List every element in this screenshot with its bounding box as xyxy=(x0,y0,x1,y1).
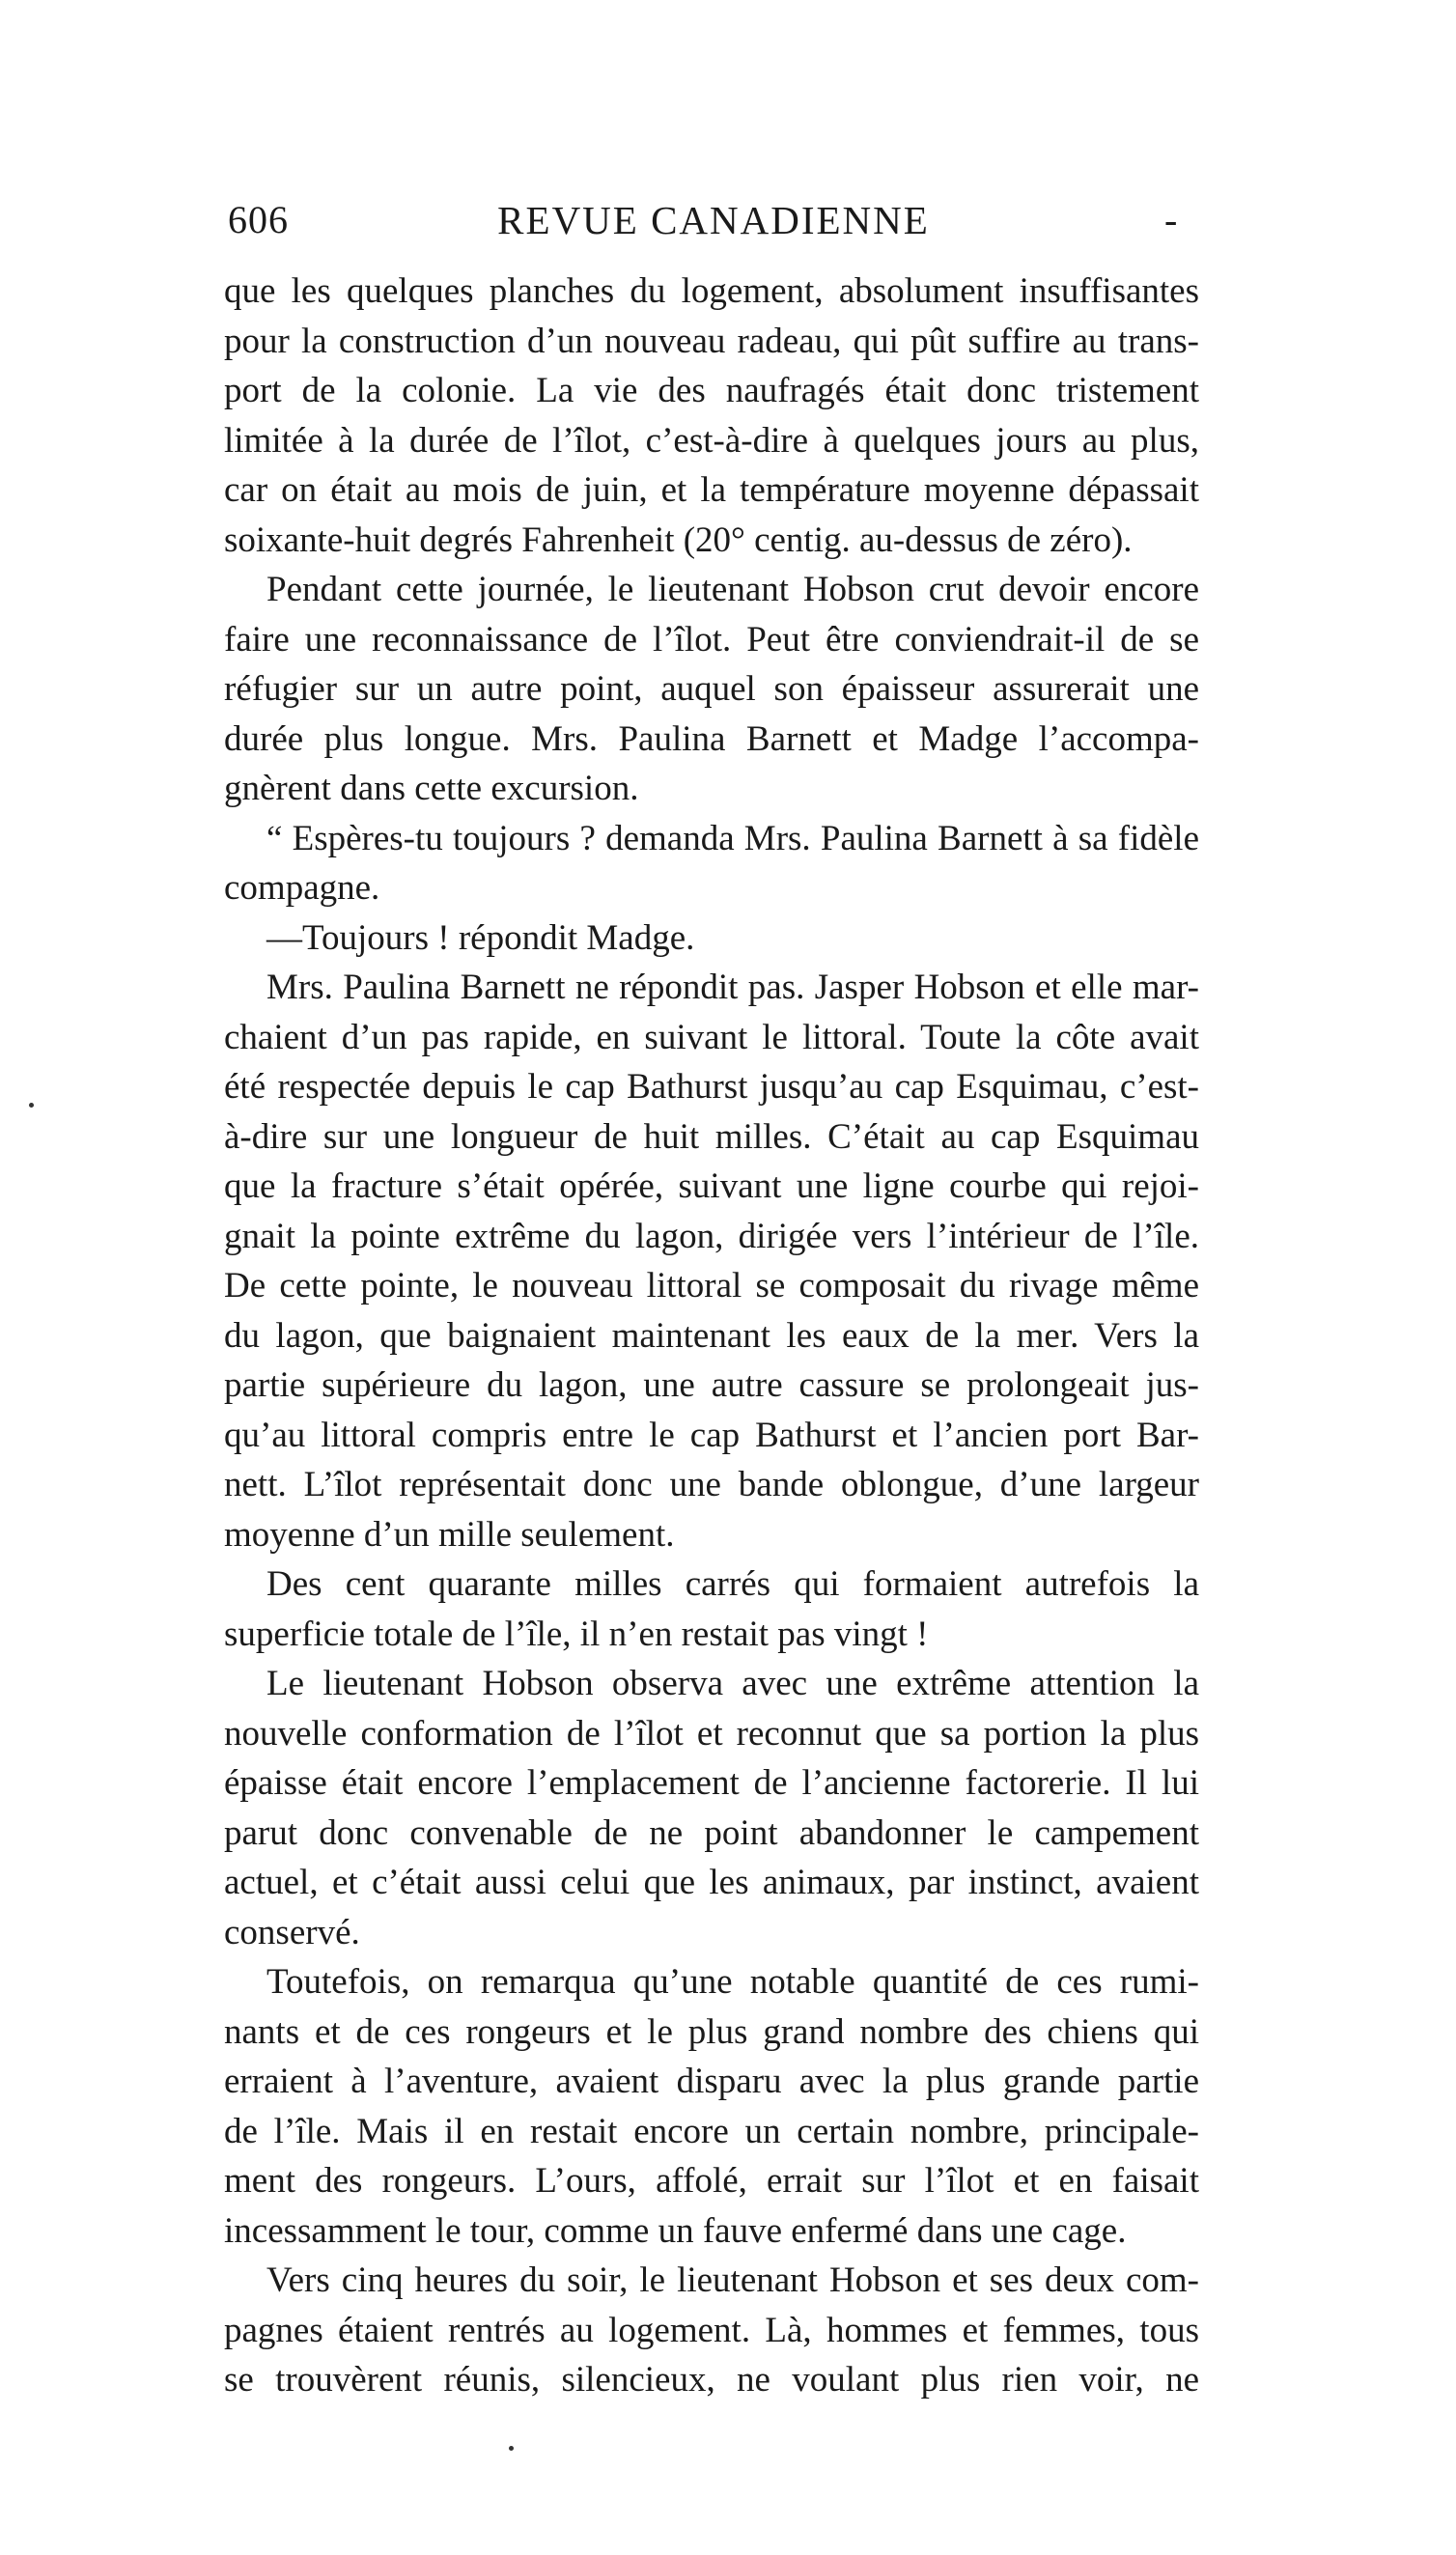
text-line: pour la construction d’un nouveau radeau, qui pût suffire au trans- xyxy=(224,321,1199,361)
text-line: nouvelle conformation de l’îlot et reconnut que sa portion la plus xyxy=(224,1713,1199,1754)
text-line: que la fracture s’était opérée, suivant une ligne courbe qui rejoi- xyxy=(224,1166,1199,1206)
text-line: Des cent quarante milles carrés qui formaient autrefois la xyxy=(266,1564,1199,1604)
text-line: chaient d’un pas rapide, en suivant le littoral. Toute la côte avait xyxy=(224,1017,1199,1057)
text-line: soixante-huit degrés Fahrenheit (20° centig. au-dessus de zéro). xyxy=(224,519,1133,560)
text-line: —Toujours ! répondit Madge. xyxy=(266,917,695,958)
running-title: REVUE CANADIENNE xyxy=(497,198,930,242)
text-line: compagne. xyxy=(224,868,380,908)
text-line: qu’au littoral compris entre le cap Bathurst et l’ancien port Bar- xyxy=(224,1415,1199,1455)
text-line: que les quelques planches du logement, absolument insuffisantes xyxy=(224,271,1199,311)
text-line: durée plus longue. Mrs. Paulina Barnett et Madge l’accompa- xyxy=(224,718,1199,759)
text-line: parut donc convenable de ne point abandonner le campement xyxy=(224,1812,1199,1853)
text-line: gnait la pointe extrême du lagon, dirigée vers l’intérieur de l’île. xyxy=(224,1216,1199,1256)
body-text xyxy=(224,267,1199,2405)
scan-speck xyxy=(509,2446,514,2451)
page-number: 606 xyxy=(228,198,289,241)
text-line: réfugier sur un autre point, auquel son épaisseur assurerait une xyxy=(224,669,1199,709)
text-line: ment des rongeurs. L’ours, affolé, errait sur l’îlot et en faisait xyxy=(224,2161,1199,2201)
text-line: pagnes étaient rentrés au logement. Là, hommes et femmes, tous xyxy=(224,2310,1199,2350)
text-line: à-dire sur une longueur de huit milles. C’était au cap Esquimau xyxy=(224,1116,1199,1157)
text-line: car on était au mois de juin, et la température moyenne dépassait xyxy=(224,470,1199,510)
text-line: partie supérieure du lagon, une autre cassure se prolongeait jus- xyxy=(224,1365,1199,1405)
text-line: de l’île. Mais il en restait encore un certain nombre, principale- xyxy=(224,2111,1199,2151)
text-line: De cette pointe, le nouveau littoral se composait du rivage même xyxy=(224,1266,1199,1306)
page-header xyxy=(228,197,1199,245)
text-line: nants et de ces rongeurs et le plus grand nombre des chiens qui xyxy=(224,2011,1199,2052)
text-line: moyenne d’un mille seulement. xyxy=(224,1514,675,1555)
text-line: été respectée depuis le cap Bathurst jusqu’au cap Esquimau, c’est- xyxy=(224,1067,1199,1107)
text-line: du lagon, que baignaient maintenant les eaux de la mer. Vers la xyxy=(224,1315,1199,1356)
text-line: gnèrent dans cette excursion. xyxy=(224,769,639,808)
text-line: “ Espères-tu toujours ? demanda Mrs. Paulina Barnett à sa fidèle xyxy=(266,818,1199,858)
scan-speck xyxy=(29,1103,34,1108)
text-line: port de la colonie. La vie des naufragés était donc tristement xyxy=(224,371,1199,410)
text-line: incessamment le tour, comme un fauve enfermé dans une cage. xyxy=(224,2210,1127,2251)
text-line: se trouvèrent réunis, silencieux, ne voulant plus rien voir, ne xyxy=(224,2360,1199,2400)
text-line: épaisse était encore l’emplacement de l’ancienne factorerie. Il lui xyxy=(224,1763,1199,1803)
text-line: conservé. xyxy=(224,1912,360,1952)
text-line: Le lieutenant Hobson observa avec une extrême attention la xyxy=(266,1664,1199,1703)
text-line: actuel, et c’était aussi celui que les animaux, par instinct, avaient xyxy=(224,1863,1199,1902)
text-line: nett. L’îlot représentait donc une bande oblongue, d’une largeur xyxy=(224,1465,1199,1504)
text-line: Pendant cette journée, le lieutenant Hobson crut devoir encore xyxy=(266,570,1199,609)
text-line: erraient à l’aventure, avaient disparu avec la plus grande partie xyxy=(224,2062,1199,2101)
text-line: superficie totale de l’île, il n’en restait pas vingt ! xyxy=(224,1614,929,1654)
header-mark: - xyxy=(1164,198,1178,241)
text-line: limitée à la durée de l’îlot, c’est-à-dire à quelques jours au plus, xyxy=(224,420,1199,461)
text-line: Mrs. Paulina Barnett ne répondit pas. Jasper Hobson et elle mar- xyxy=(266,968,1199,1007)
text-line: Vers cinq heures du soir, le lieutenant Hobson et ses deux com- xyxy=(266,2260,1199,2300)
text-line: Toutefois, on remarqua qu’une notable quantité de ces rumi- xyxy=(266,1962,1199,2002)
text-line: faire une reconnaissance de l’îlot. Peut être conviendrait-il de se xyxy=(224,619,1199,660)
